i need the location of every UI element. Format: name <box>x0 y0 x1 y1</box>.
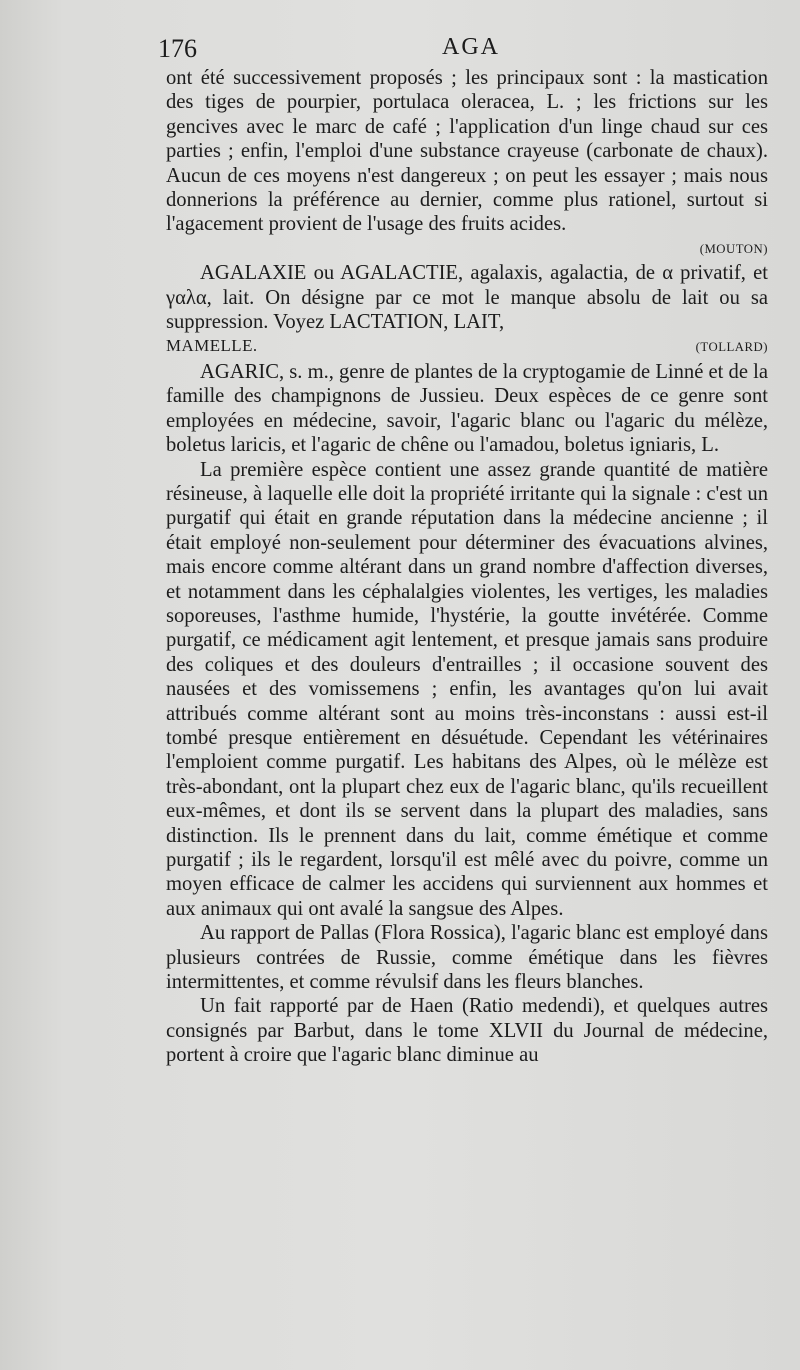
cross-reference: MAMELLE. <box>166 336 258 356</box>
page-header <box>158 34 758 66</box>
running-head: AGA <box>442 34 500 60</box>
paragraph-text: La première espèce contient une assez grande quantité de matière résineuse, à laquelle elle doit la propriété irritante qui la signale : c'est un purgatif qui était en grande réputation dans la médecine ancienne ; il était employé non-seulement pour déterminer des évacuations alvines, mais encore comme altérant dans un grand nombre d'affection diverses, et notamment dans les céphalalgies violentes, les vertiges, les maladies soporeuses, l'asthme humide, l'hystérie, la goutte invétérée. Comme purgatif, ce médicament agit lentement, et presque jamais sans produire des coliques et des douleurs d'entrailles ; il occasione souvent des nausées et des vomissemens ; enfin, les avantages qu'on lui avait attribués comme altérant sont au moins très-inconstans : aussi est-il tombé presque entièrement en désuétude. Cependant les vétérinaires l'emploient comme purgatif. Les habitans des Alpes, où le mélèze est très-abondant, ont la plupart chez eux de l'agaric blanc, qu'ils recueillent eux-mêmes, et dont ils se servent dans la plupart des maladies, sans distinction. Ils le prennent dans du lait, comme émétique et comme purgatif ; ils le regardent, lorsqu'il est mêlé avec du poivre, comme un moyen efficace de calmer les accidens qui surviennent aux hommes et aux animaux qui ont avalé la sangsue des Alpes. <box>166 458 768 920</box>
paragraph-agaric-properties <box>166 458 768 922</box>
paragraph-agaric-de-haen <box>166 994 768 1067</box>
entry-agaric <box>166 360 768 458</box>
signature-line <box>166 334 768 359</box>
signature-line <box>166 237 768 261</box>
entry-headword: AGALAXIE <box>200 262 307 285</box>
page-number: 176 <box>158 34 197 63</box>
entry-agalaxie <box>166 261 768 334</box>
paragraph-agaric-pallas <box>166 921 768 994</box>
paragraph-agacement-continued <box>166 66 768 237</box>
paragraph-text: Au rapport de Pallas (Flora Rossica), l'agaric blanc est employé dans plusieurs contrées de Russie, comme émétique dans les fièvres intermittentes, et comme révulsif dans les fleurs blanches. <box>166 922 768 994</box>
paragraph-text: ont été successivement proposés ; les principaux sont : la mastication des tiges de pourpier, portulaca oleracea, L. ; les frictions sur les gencives avec le marc de café ; l'application d'un linge chaud sur ces parties ; enfin, l'emploi d'une substance crayeuse (carbonate de chaux). Aucun de ces moyens n'est dangereux ; on peut les essayer ; mais nous donnerions la préférence au dernier, comme plus rationel, surtout si l'agacement provient de l'usage des fruits acides. <box>166 67 768 236</box>
entry-text: ou AGALACTIE, agalaxis, agalactia, de α privatif, et γαλα, lait. On désigne par ce mot le manque absolu de lait ou sa suppression. Voyez LACTATION, LAIT, <box>166 262 768 334</box>
entry-headword: AGARIC <box>200 360 279 383</box>
paragraph-text: Un fait rapporté par de Haen (Ratio medendi), et quelques autres consignés par Barbut, dans le tome XLVII du Journal de médecine, portent à croire que l'agaric blanc diminue au <box>166 995 768 1067</box>
author-signature: (TOLLARD) <box>695 340 768 355</box>
author-signature: (MOUTON) <box>699 241 768 256</box>
body-text <box>166 66 768 1068</box>
entry-text: , s. m., genre de plantes de la cryptogamie de Linné et de la famille des champignons de Jussieu. Deux espèces de ce genre sont employées en médecine, savoir, l'agaric blanc ou l'agaric du mélèze, boletus laricis, et l'agaric de chêne ou l'amadou, boletus igniaris, L. <box>166 360 768 457</box>
